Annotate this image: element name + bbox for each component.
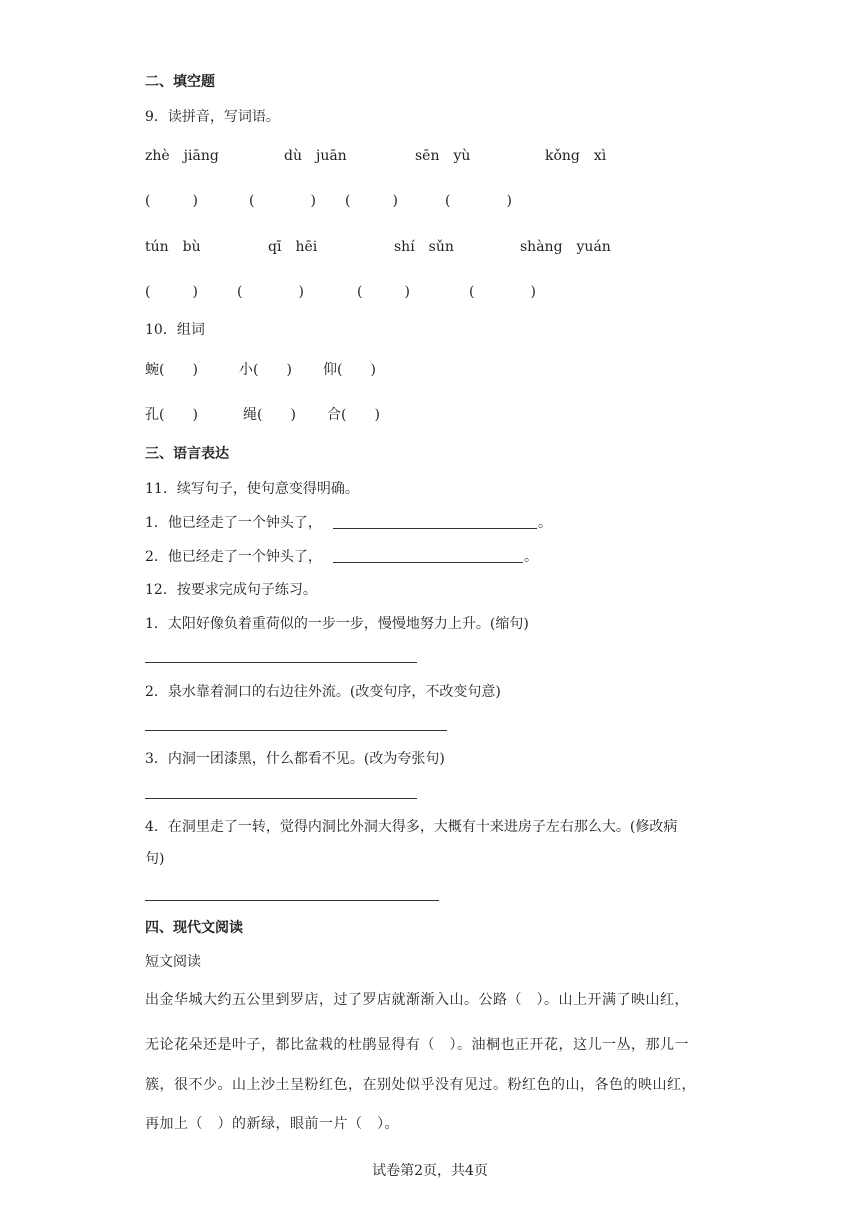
period-mark: 。	[524, 549, 538, 565]
word-blank-1[interactable]: 蜿( )	[145, 362, 198, 378]
answer-line-12-3[interactable]	[145, 798, 417, 799]
pinyin-3: sēn yù	[415, 148, 471, 164]
passage-line-4: 再加上（ ）的新绿，眼前一片（ ）。	[145, 1116, 399, 1132]
pinyin-6: qī hēi	[268, 239, 318, 255]
pinyin-8: shàng yuán	[520, 239, 611, 255]
answer-blank-3[interactable]: ( )	[345, 193, 398, 209]
passage-line-1: 出金华城大约五公里到罗店，过了罗店就渐渐入山。公路（ ）。山上开满了映山红，	[145, 992, 689, 1008]
answer-blank-1[interactable]: ( )	[145, 193, 198, 209]
word-blank-3[interactable]: 仰( )	[323, 362, 376, 378]
question-12-item-2: 2．泉水靠着洞口的右边往外流。(改变句序，不改变句意)	[145, 684, 501, 700]
word-blank-5[interactable]: 绳( )	[243, 407, 296, 423]
question-11-item-1: 1．他已经走了一个钟头了，	[145, 515, 322, 531]
pinyin-1: zhè jiāng	[145, 148, 219, 164]
word-blank-4[interactable]: 孔( )	[145, 407, 198, 423]
question-12-item-4: 4．在洞里走了一转，觉得内洞比外洞大得多，大概有十来进房子左右那么大。(修改病	[145, 819, 678, 835]
answer-line-12-2[interactable]	[145, 730, 447, 731]
passage-line-2: 无论花朵还是叶子，都比盆栽的杜鹃显得有（ ）。油桐也正开花，这儿一丛，那儿一	[145, 1037, 689, 1053]
answer-line-12-1[interactable]	[145, 662, 417, 663]
reading-subtitle: 短文阅读	[145, 954, 201, 970]
period-mark: 。	[538, 515, 552, 531]
pinyin-2: dù juān	[284, 148, 347, 164]
pinyin-7: shí sǔn	[394, 239, 454, 255]
answer-blank-6[interactable]: ( )	[237, 284, 304, 300]
section-2-heading: 二、填空题	[145, 74, 215, 90]
question-12-item-1: 1．太阳好像负着重荷似的一步一步，慢慢地努力上升。(缩句)	[145, 616, 529, 632]
pinyin-4: kǒng xì	[545, 148, 607, 164]
answer-blank-8[interactable]: ( )	[469, 284, 536, 300]
question-10-prompt: 10．组词	[145, 322, 205, 338]
question-12-item-4-cont: 句)	[145, 851, 165, 867]
question-11-prompt: 11．续写句子，使句意变得明确。	[145, 481, 359, 497]
word-blank-2[interactable]: 小( )	[239, 362, 292, 378]
question-9-prompt: 9．读拼音，写词语。	[145, 109, 280, 125]
word-blank-6[interactable]: 合( )	[327, 407, 380, 423]
answer-blank-4[interactable]: ( )	[445, 193, 512, 209]
pinyin-5: tún bù	[145, 239, 201, 255]
answer-line-11-1[interactable]	[333, 528, 537, 529]
passage-line-3: 簇，很不少。山上沙土呈粉红色，在别处似乎没有见过。粉红色的山，各色的映山红，	[145, 1077, 696, 1093]
question-12-prompt: 12．按要求完成句子练习。	[145, 582, 317, 598]
answer-line-11-2[interactable]	[333, 562, 523, 563]
answer-blank-5[interactable]: ( )	[145, 284, 198, 300]
answer-blank-2[interactable]: ( )	[249, 193, 316, 209]
section-3-heading: 三、语言表达	[145, 446, 229, 462]
question-12-item-3: 3．内洞一团漆黑，什么都看不见。(改为夸张句)	[145, 751, 445, 767]
question-11-item-2: 2．他已经走了一个钟头了，	[145, 549, 322, 565]
answer-line-12-4[interactable]	[145, 900, 439, 901]
answer-blank-7[interactable]: ( )	[357, 284, 410, 300]
section-4-heading: 四、现代文阅读	[145, 920, 243, 936]
page-footer: 试卷第2页，共4页	[372, 1163, 488, 1179]
